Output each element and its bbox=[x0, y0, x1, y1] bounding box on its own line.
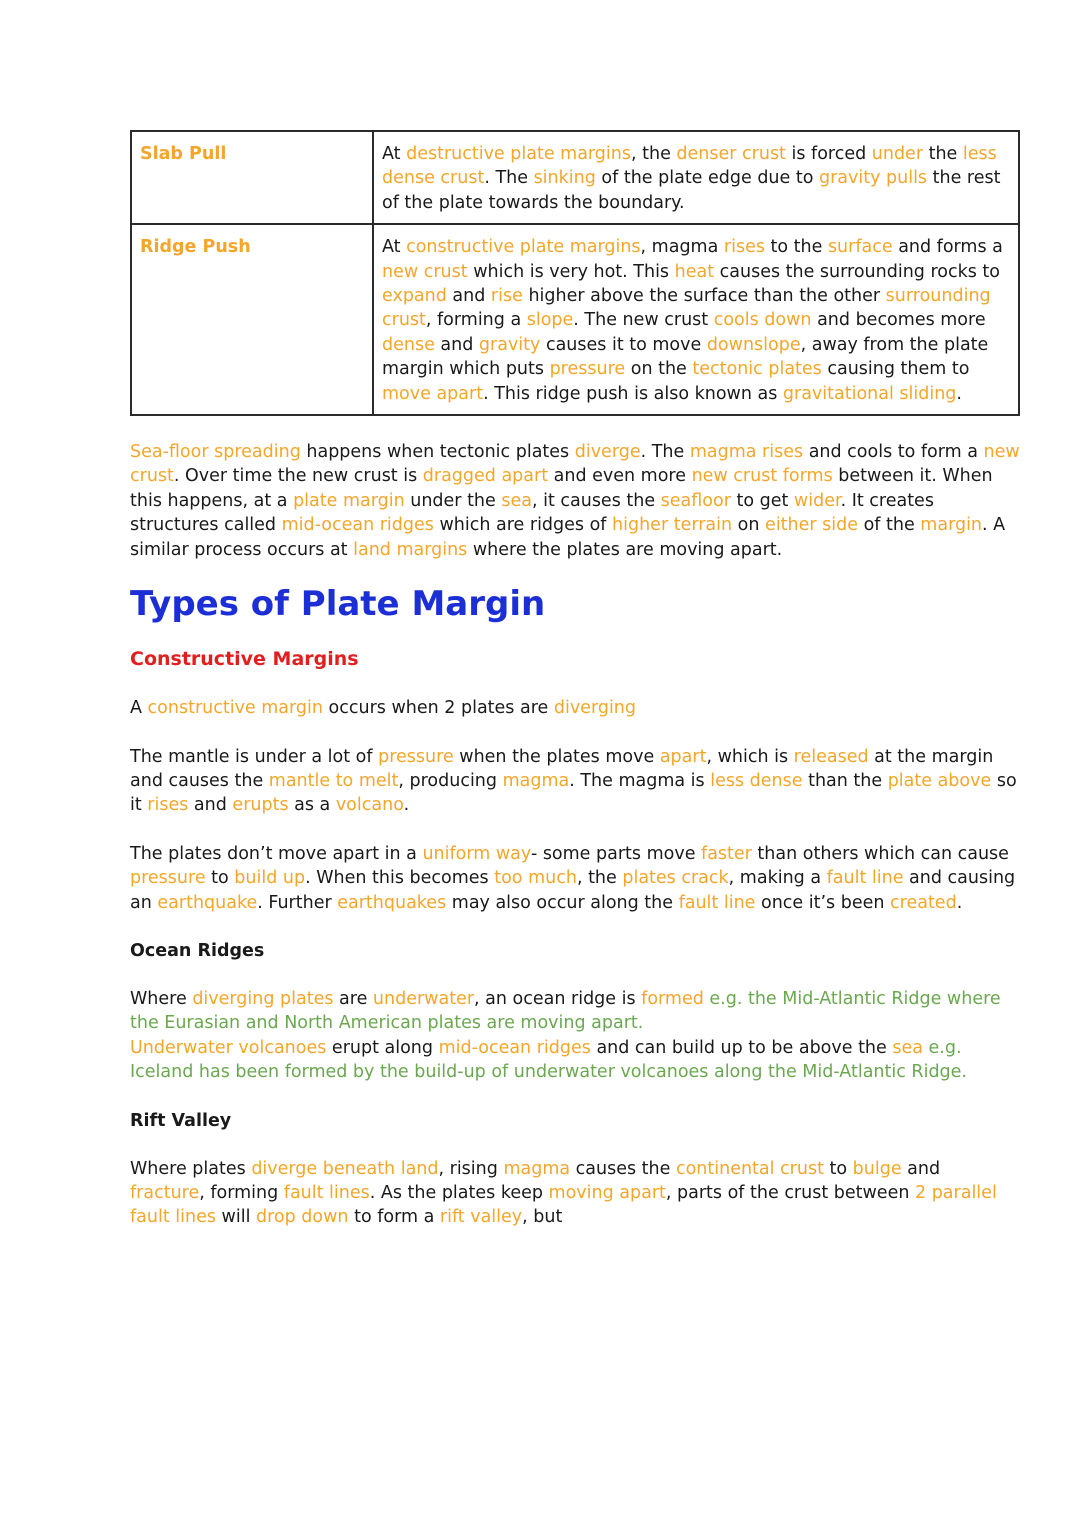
text-run: on the bbox=[625, 359, 693, 380]
highlighted-term: cools down bbox=[713, 310, 812, 331]
text-run: to form a bbox=[348, 1207, 440, 1228]
text-run: and even more bbox=[548, 466, 692, 487]
text-run: when the plates move bbox=[453, 746, 660, 767]
text-run: and bbox=[434, 334, 479, 355]
highlighted-term: pressure bbox=[549, 359, 626, 380]
text-run: and can build up to be above the bbox=[590, 1037, 893, 1058]
highlighted-term: pressure bbox=[378, 746, 454, 767]
text-run: , forming a bbox=[425, 310, 527, 331]
highlighted-term: tectonic plates bbox=[692, 359, 822, 380]
highlighted-term: rise bbox=[490, 286, 523, 307]
text-run: to the bbox=[764, 237, 828, 258]
highlighted-term: Underwater volcanoes bbox=[130, 1037, 327, 1058]
highlighted-term: diverging bbox=[553, 698, 637, 719]
text-run: . When this becomes bbox=[305, 868, 495, 889]
highlighted-term: sea bbox=[892, 1037, 923, 1058]
highlighted-term: less dense crust bbox=[382, 144, 997, 189]
highlighted-term: margin bbox=[920, 515, 983, 536]
highlighted-term: fault line bbox=[826, 868, 904, 889]
text-run: . It creates structures called bbox=[130, 490, 934, 536]
text-run: A bbox=[130, 698, 148, 719]
highlighted-term: either side bbox=[765, 515, 859, 536]
text-run: , magma bbox=[640, 237, 724, 258]
highlighted-term: erupts bbox=[232, 795, 289, 816]
text-run: . The bbox=[484, 168, 534, 189]
text-run: and causing an bbox=[130, 868, 1016, 913]
text-run: causes it to move bbox=[540, 334, 707, 355]
ocean-ridges-paragraph-2 bbox=[130, 1036, 1020, 1085]
text-run: as a bbox=[288, 795, 336, 816]
text-run: occurs when 2 plates are bbox=[322, 698, 554, 719]
text-run: than others which can cause bbox=[751, 843, 1009, 864]
highlighted-term: rift valley bbox=[439, 1207, 523, 1228]
highlighted-term: dragged apart bbox=[422, 466, 549, 487]
row-label-slab-pull: Slab Pull bbox=[131, 131, 373, 224]
row-description-ridge-push bbox=[373, 224, 1019, 415]
highlighted-term: drop down bbox=[256, 1207, 349, 1228]
text-run: , away from the plate margin which puts bbox=[382, 334, 989, 380]
highlighted-term: fracture bbox=[130, 1182, 200, 1203]
highlighted-term: constructive plate margins bbox=[406, 237, 641, 258]
highlighted-term: earthquakes bbox=[337, 892, 447, 913]
highlighted-term: too much bbox=[494, 868, 577, 889]
highlighted-term: expand bbox=[382, 286, 447, 307]
highlighted-term: surrounding crust bbox=[382, 286, 991, 331]
text-run: , an ocean ridge is bbox=[474, 988, 642, 1009]
text-run: under the bbox=[404, 490, 502, 511]
text-run: causes the bbox=[570, 1158, 676, 1179]
highlighted-term: diverge beneath land bbox=[251, 1158, 439, 1179]
text-run: . Over time the new crust is bbox=[173, 466, 423, 487]
highlighted-term: earthquake bbox=[157, 892, 258, 913]
text-run: . This ridge push is also known as bbox=[483, 383, 783, 404]
example-text: e.g. the Mid-Atlantic Ridge where the Eurasian and North American plates are moving apart. bbox=[130, 988, 1001, 1034]
highlighted-term: less dense bbox=[710, 770, 803, 791]
text-run: of the plate edge due to bbox=[595, 168, 819, 189]
text-run: . The bbox=[640, 442, 690, 463]
highlighted-term: rises bbox=[723, 237, 765, 258]
subheading-ocean-ridges: Ocean Ridges bbox=[130, 940, 265, 961]
text-run: At bbox=[382, 237, 407, 258]
highlighted-term: magma rises bbox=[689, 442, 804, 463]
text-run: causes the surrounding rocks to bbox=[714, 261, 1000, 282]
text-run: Where plates bbox=[130, 1158, 252, 1179]
highlighted-term: magma bbox=[503, 1158, 571, 1179]
text-run: is forced bbox=[785, 144, 872, 164]
highlighted-term: plate above bbox=[887, 770, 992, 791]
text-run: the rest of the plate towards the boundary. bbox=[382, 168, 1001, 213]
text-run: The mantle is under a lot of bbox=[130, 746, 379, 767]
text-run: , making a bbox=[728, 868, 827, 889]
table-row bbox=[131, 224, 1019, 415]
text-run: once it’s been bbox=[755, 892, 891, 913]
text-run: , parts of the crust between bbox=[665, 1182, 915, 1203]
highlighted-term: sinking bbox=[533, 168, 596, 189]
highlighted-term: dense bbox=[382, 334, 435, 355]
text-run: . Further bbox=[257, 892, 338, 913]
text-run: will bbox=[215, 1207, 256, 1228]
text-run: to bbox=[823, 1158, 853, 1179]
text-run: between it. When this happens, at a bbox=[130, 466, 993, 511]
highlighted-term: Sea-floor spreading bbox=[130, 442, 301, 463]
text-run: which is very hot. This bbox=[467, 261, 675, 282]
text-run: at the margin and causes the bbox=[130, 746, 994, 791]
highlighted-term: faster bbox=[701, 843, 752, 864]
highlighted-term: moving apart bbox=[548, 1182, 666, 1203]
highlighted-term: created bbox=[890, 892, 957, 913]
text-run: erupt along bbox=[326, 1037, 439, 1058]
highlighted-term: slope bbox=[526, 310, 574, 331]
text-run: on bbox=[732, 515, 766, 536]
highlighted-term: mid-ocean ridges bbox=[281, 515, 434, 536]
highlighted-term: underwater bbox=[372, 988, 475, 1009]
highlighted-term: rises bbox=[147, 795, 189, 816]
highlighted-term: wider bbox=[793, 490, 841, 511]
text-run: . bbox=[956, 383, 962, 404]
text-run: . The new crust bbox=[573, 310, 714, 331]
text-run: to get bbox=[730, 490, 794, 511]
text-run: and becomes more bbox=[811, 310, 986, 331]
text-run: than the bbox=[802, 770, 888, 791]
text-run: . bbox=[956, 892, 963, 913]
text-run: the bbox=[923, 144, 963, 164]
constructive-intro-paragraph bbox=[130, 696, 1020, 720]
highlighted-term: constructive margin bbox=[147, 698, 323, 719]
highlighted-term: diverging plates bbox=[192, 988, 334, 1009]
text-run: , but bbox=[522, 1207, 563, 1228]
text-run: Where bbox=[130, 988, 193, 1009]
highlighted-term: diverge bbox=[574, 442, 641, 463]
text-run: which are ridges of bbox=[433, 515, 613, 536]
highlighted-term: new crust forms bbox=[691, 466, 833, 487]
mantle-paragraph bbox=[130, 745, 1020, 818]
rift-valley-paragraph bbox=[130, 1157, 1020, 1230]
highlighted-term: new crust bbox=[130, 442, 1020, 487]
text-run: and cools to form a bbox=[803, 442, 984, 463]
plate-forces-table bbox=[130, 130, 1020, 416]
subheading-constructive-margins: Constructive Margins bbox=[130, 648, 359, 671]
text-run: and bbox=[446, 286, 491, 307]
highlighted-term: uniform way bbox=[422, 843, 531, 864]
document-page bbox=[130, 130, 1020, 1230]
highlighted-term: plates crack bbox=[622, 868, 729, 889]
text-run: and bbox=[901, 1158, 941, 1179]
highlighted-term: pressure bbox=[130, 868, 206, 889]
text-run: happens when tectonic plates bbox=[300, 442, 575, 463]
highlighted-term: mid-ocean ridges bbox=[438, 1037, 591, 1058]
text-run: where the plates are moving apart. bbox=[467, 539, 783, 560]
text-run: . A similar process occurs at bbox=[130, 515, 1006, 560]
text-run: . bbox=[403, 795, 410, 816]
text-run: of the bbox=[858, 515, 921, 536]
text-run: , producing bbox=[398, 770, 503, 791]
highlighted-term: land margins bbox=[353, 539, 468, 560]
highlighted-term: sea bbox=[501, 490, 532, 511]
highlighted-term: downslope bbox=[706, 334, 801, 355]
text-run: , it causes the bbox=[531, 490, 661, 511]
text-run: , rising bbox=[438, 1158, 504, 1179]
text-run: The plates don’t move apart in a bbox=[130, 843, 423, 864]
highlighted-term: surface bbox=[827, 237, 893, 258]
text-run: , the bbox=[576, 868, 623, 889]
row-description-slab-pull bbox=[373, 131, 1019, 224]
highlighted-term: new crust bbox=[382, 261, 468, 282]
text-run: At bbox=[382, 144, 407, 164]
text-run: . As the plates keep bbox=[369, 1182, 549, 1203]
highlighted-term: under bbox=[871, 144, 924, 164]
highlighted-term: released bbox=[793, 746, 869, 767]
text-run: - some parts move bbox=[530, 843, 702, 864]
highlighted-term: destructive plate margins bbox=[406, 144, 631, 164]
text-run: , forming bbox=[199, 1182, 284, 1203]
text-run: higher above the surface than the other bbox=[522, 286, 886, 307]
highlighted-term: higher terrain bbox=[612, 515, 733, 536]
highlighted-term: plate margin bbox=[293, 490, 405, 511]
section-title: Types of Plate Margin bbox=[130, 584, 546, 625]
highlighted-term: bulge bbox=[852, 1158, 902, 1179]
row-label-ridge-push: Ridge Push bbox=[131, 224, 373, 415]
seafloor-spreading-paragraph bbox=[130, 440, 1020, 562]
highlighted-term: magma bbox=[502, 770, 570, 791]
highlighted-term: formed bbox=[641, 988, 704, 1009]
highlighted-term: 2 parallel fault lines bbox=[130, 1182, 997, 1228]
highlighted-term: mantle to melt bbox=[268, 770, 399, 791]
text-run: and forms a bbox=[892, 237, 1003, 258]
highlighted-term: volcano bbox=[335, 795, 404, 816]
text-run: may also occur along the bbox=[446, 892, 679, 913]
text-run: . The magma is bbox=[569, 770, 711, 791]
text-run: , the bbox=[631, 144, 677, 164]
text-run: so it bbox=[130, 770, 1017, 816]
highlighted-term: fault lines bbox=[283, 1182, 370, 1203]
ocean-ridges-paragraph-1 bbox=[130, 987, 1020, 1036]
highlighted-term: gravity pulls bbox=[818, 168, 928, 189]
highlighted-term: gravity bbox=[478, 334, 541, 355]
plates-paragraph bbox=[130, 842, 1020, 915]
highlighted-term: heat bbox=[674, 261, 715, 282]
highlighted-term: continental crust bbox=[675, 1158, 824, 1179]
subheading-rift-valley: Rift Valley bbox=[130, 1110, 232, 1131]
highlighted-term: denser crust bbox=[676, 144, 786, 164]
highlighted-term: build up bbox=[234, 868, 306, 889]
text-run: causing them to bbox=[821, 359, 970, 380]
table-row bbox=[131, 131, 1019, 224]
example-text: e.g. Iceland has been formed by the build-up of underwater volcanoes along the Mid-Atlantic Ridge. bbox=[130, 1037, 967, 1083]
text-run: and bbox=[188, 795, 233, 816]
highlighted-term: gravitational sliding bbox=[782, 383, 957, 404]
text-run: to bbox=[205, 868, 235, 889]
highlighted-term: move apart bbox=[382, 383, 484, 404]
text-run: , which is bbox=[706, 746, 794, 767]
text-run: are bbox=[333, 988, 373, 1009]
highlighted-term: seafloor bbox=[660, 490, 731, 511]
highlighted-term: fault line bbox=[678, 892, 756, 913]
highlighted-term: apart bbox=[659, 746, 707, 767]
